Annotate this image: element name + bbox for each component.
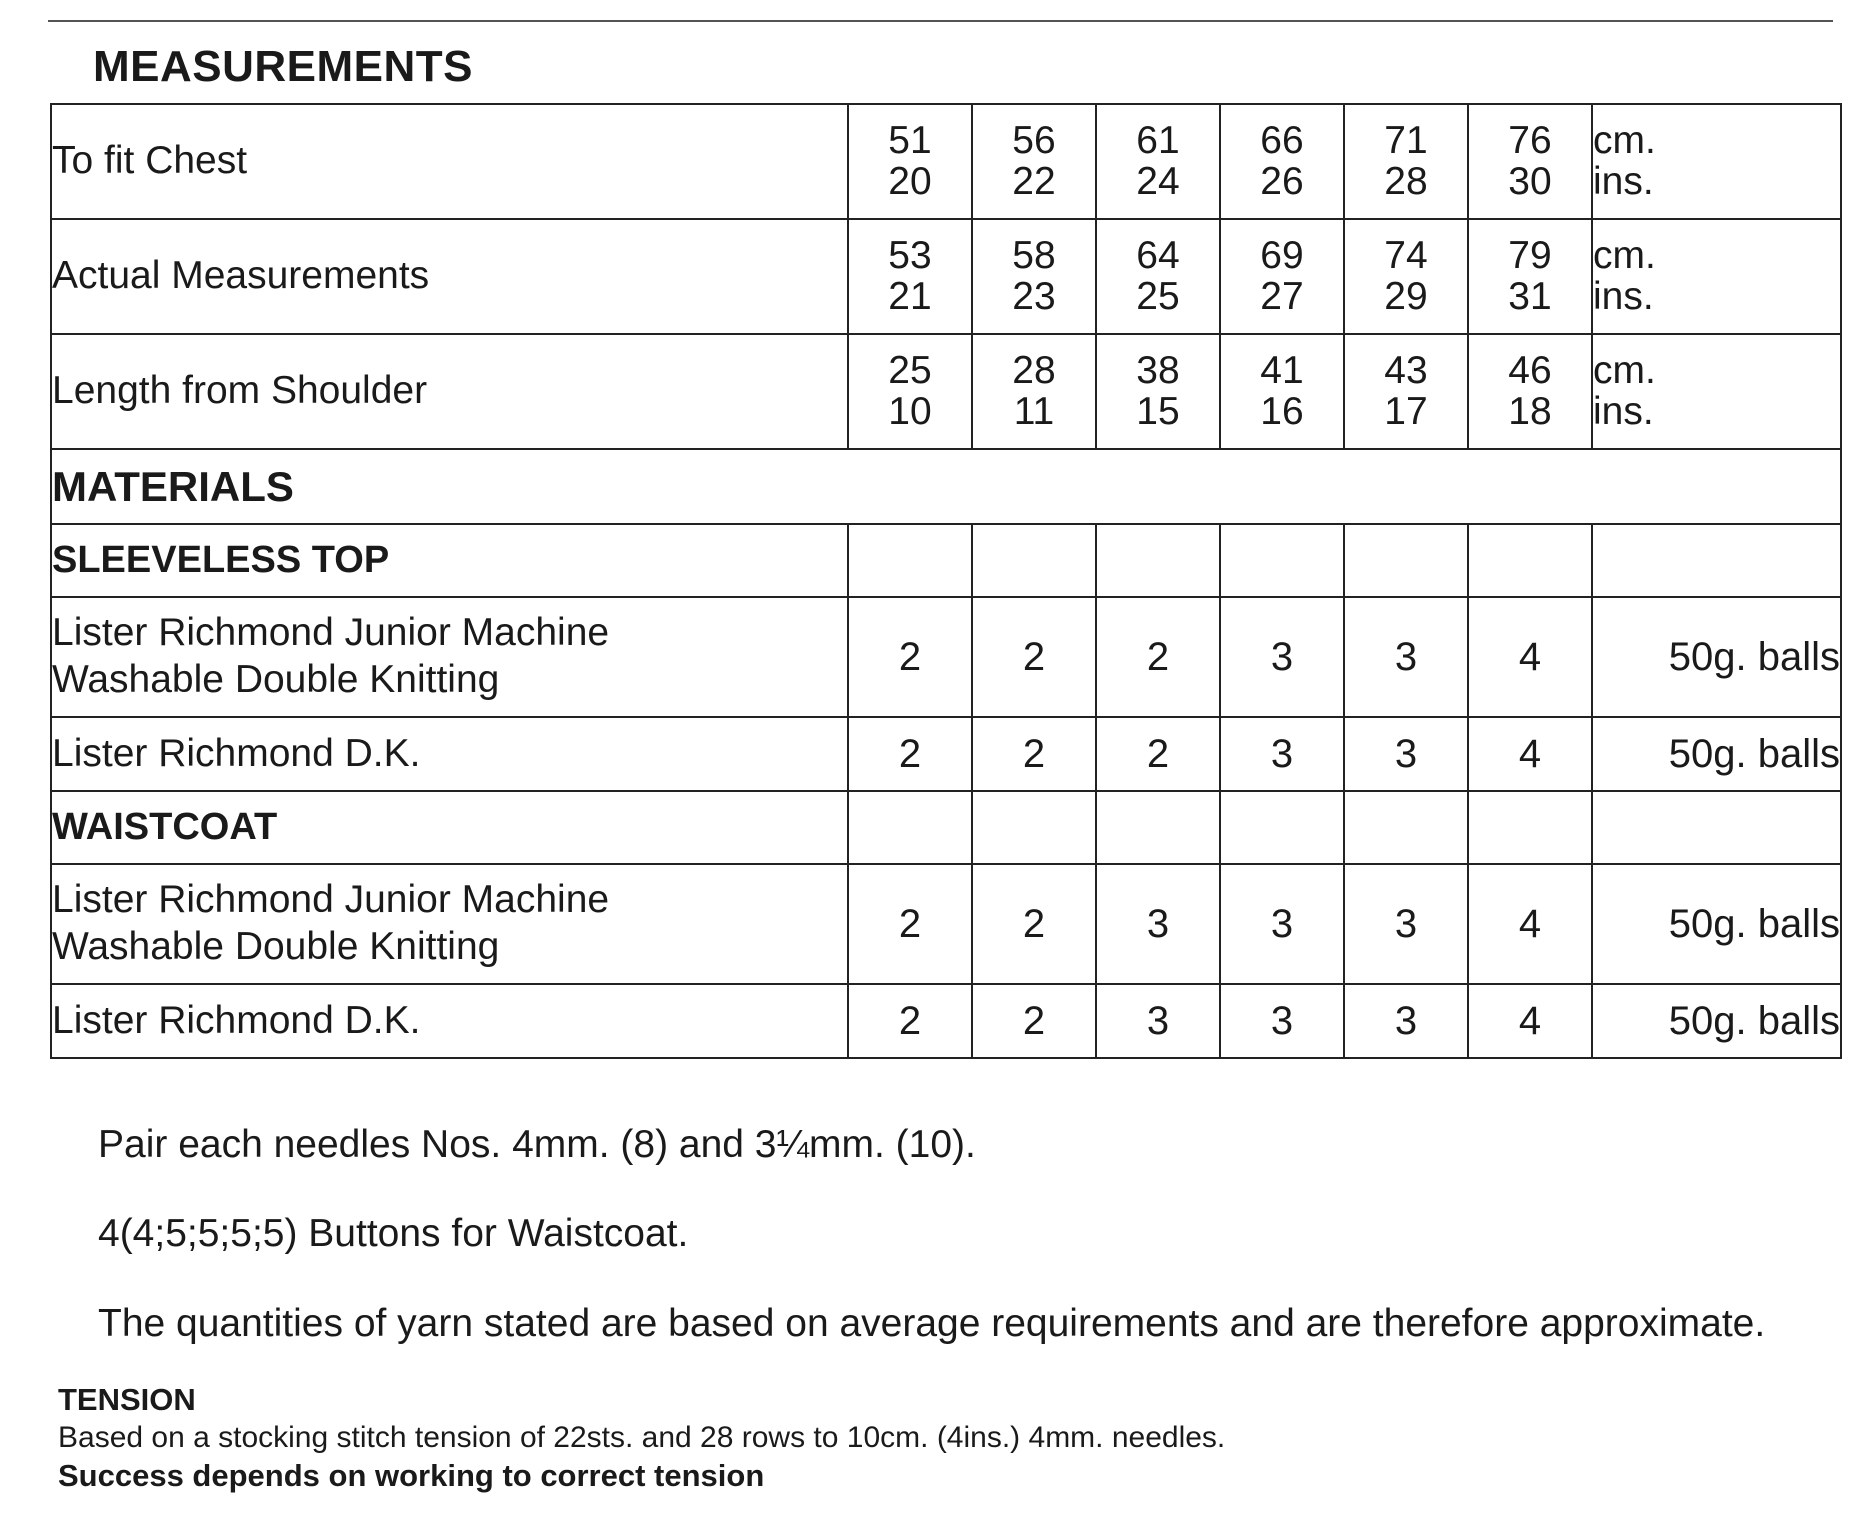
size-cell bbox=[848, 334, 972, 449]
qty-cell: 3 bbox=[1096, 864, 1220, 984]
size-cell bbox=[972, 334, 1096, 449]
tension-text: Based on a stocking stitch tension of 22sts. and 28 rows to 10cm. (4ins.) 4mm. needles. bbox=[58, 1421, 1226, 1454]
empty-cell bbox=[848, 791, 972, 864]
qty-cell: 2 bbox=[1096, 597, 1220, 717]
ins-value: 30 bbox=[1508, 159, 1552, 203]
size-cell bbox=[1468, 219, 1592, 334]
ins-value: 27 bbox=[1260, 274, 1304, 318]
qty-cell: 2 bbox=[848, 717, 972, 791]
cm-value: 53 bbox=[888, 233, 932, 277]
yarn-label: Lister Richmond D.K. bbox=[51, 984, 848, 1058]
section-title-row bbox=[51, 524, 1841, 597]
measurements-materials-table bbox=[50, 103, 1842, 1059]
cm-value: 76 bbox=[1508, 118, 1552, 162]
size-cell bbox=[972, 104, 1096, 219]
qty-cell: 3 bbox=[1220, 717, 1344, 791]
qty-cell: 2 bbox=[848, 864, 972, 984]
yarn-label-line2: Washable Double Knitting bbox=[52, 658, 500, 701]
qty-unit: 50g. balls bbox=[1592, 597, 1841, 717]
qty-cell: 3 bbox=[1220, 597, 1344, 717]
unit-ins: ins. bbox=[1593, 389, 1654, 433]
empty-cell bbox=[972, 791, 1096, 864]
qty-cell: 3 bbox=[1220, 864, 1344, 984]
unit-cm: cm. bbox=[1593, 233, 1656, 277]
qty-cell: 2 bbox=[972, 984, 1096, 1058]
section-title-row bbox=[51, 791, 1841, 864]
ins-value: 17 bbox=[1384, 389, 1428, 433]
unit-ins: ins. bbox=[1593, 159, 1654, 203]
cm-value: 28 bbox=[1012, 348, 1056, 392]
cm-value: 74 bbox=[1384, 233, 1428, 277]
empty-cell bbox=[1096, 791, 1220, 864]
empty-cell bbox=[1468, 791, 1592, 864]
unit-cell bbox=[1592, 219, 1841, 334]
top-rule bbox=[48, 20, 1833, 22]
qty-cell: 2 bbox=[1096, 717, 1220, 791]
measurement-row bbox=[51, 219, 1841, 334]
unit-cell bbox=[1592, 334, 1841, 449]
section-title: WAISTCOAT bbox=[51, 791, 848, 864]
measurements-heading: MEASUREMENTS bbox=[93, 42, 474, 91]
empty-cell bbox=[1592, 791, 1841, 864]
size-cell bbox=[1096, 104, 1220, 219]
size-cell bbox=[1220, 104, 1344, 219]
size-cell bbox=[1344, 104, 1468, 219]
qty-cell: 4 bbox=[1468, 984, 1592, 1058]
unit-cell bbox=[1592, 104, 1841, 219]
yarn-label: Lister Richmond D.K. bbox=[51, 717, 848, 791]
qty-cell: 3 bbox=[1344, 864, 1468, 984]
qty-unit: 50g. balls bbox=[1592, 984, 1841, 1058]
qty-unit: 50g. balls bbox=[1592, 717, 1841, 791]
size-cell bbox=[1096, 219, 1220, 334]
tension-block bbox=[58, 1381, 1225, 1495]
unit-cm: cm. bbox=[1593, 118, 1656, 162]
ins-value: 25 bbox=[1136, 274, 1180, 318]
qty-cell: 2 bbox=[848, 984, 972, 1058]
empty-cell bbox=[1096, 524, 1220, 597]
ins-value: 31 bbox=[1508, 274, 1552, 318]
size-cell bbox=[1096, 334, 1220, 449]
empty-cell bbox=[848, 524, 972, 597]
qty-cell: 3 bbox=[1344, 717, 1468, 791]
cm-value: 61 bbox=[1136, 118, 1180, 162]
measurement-row bbox=[51, 334, 1841, 449]
yarn-row bbox=[51, 717, 1841, 791]
yarn-row bbox=[51, 597, 1841, 717]
size-cell bbox=[972, 219, 1096, 334]
empty-cell bbox=[1344, 791, 1468, 864]
ins-value: 21 bbox=[888, 274, 932, 318]
size-cell bbox=[848, 219, 972, 334]
yarn-label bbox=[51, 864, 848, 984]
ins-value: 15 bbox=[1136, 389, 1180, 433]
qty-cell: 4 bbox=[1468, 717, 1592, 791]
cm-value: 25 bbox=[888, 348, 932, 392]
unit-ins: ins. bbox=[1593, 274, 1654, 318]
ins-value: 26 bbox=[1260, 159, 1304, 203]
empty-cell bbox=[972, 524, 1096, 597]
cm-value: 66 bbox=[1260, 118, 1304, 162]
ins-value: 10 bbox=[888, 389, 932, 433]
ins-value: 18 bbox=[1508, 389, 1552, 433]
ins-value: 11 bbox=[1013, 389, 1055, 433]
ins-value: 20 bbox=[888, 159, 932, 203]
buttons-note: 4(4;5;5;5;5) Buttons for Waistcoat. bbox=[98, 1212, 689, 1255]
section-title: SLEEVELESS TOP bbox=[51, 524, 848, 597]
qty-cell: 3 bbox=[1344, 597, 1468, 717]
qty-unit: 50g. balls bbox=[1592, 864, 1841, 984]
materials-heading-row bbox=[51, 449, 1841, 524]
yarn-row bbox=[51, 984, 1841, 1058]
qty-cell: 3 bbox=[1220, 984, 1344, 1058]
yarn-label-line1: Lister Richmond Junior Machine bbox=[52, 878, 610, 922]
qty-cell: 2 bbox=[848, 597, 972, 717]
ins-value: 24 bbox=[1136, 159, 1180, 203]
size-cell bbox=[1468, 334, 1592, 449]
empty-cell bbox=[1344, 524, 1468, 597]
row-label: Length from Shoulder bbox=[51, 334, 848, 449]
cm-value: 38 bbox=[1136, 348, 1180, 392]
row-label: Actual Measurements bbox=[51, 219, 848, 334]
tension-title: TENSION bbox=[58, 1382, 196, 1417]
yarn-label bbox=[51, 597, 848, 717]
yarn-label-line2: Washable Double Knitting bbox=[52, 925, 500, 968]
size-cell bbox=[1468, 104, 1592, 219]
tension-emphasis: Success depends on working to correct tension bbox=[58, 1458, 765, 1493]
cm-value: 79 bbox=[1508, 233, 1552, 277]
yarn-row bbox=[51, 864, 1841, 984]
qty-cell: 4 bbox=[1468, 597, 1592, 717]
empty-cell bbox=[1220, 791, 1344, 864]
cm-value: 64 bbox=[1136, 233, 1180, 277]
qty-cell: 3 bbox=[1344, 984, 1468, 1058]
cm-value: 56 bbox=[1012, 118, 1056, 162]
ins-value: 29 bbox=[1384, 274, 1428, 318]
empty-cell bbox=[1468, 524, 1592, 597]
size-cell bbox=[848, 104, 972, 219]
ins-value: 16 bbox=[1260, 389, 1304, 433]
cm-value: 51 bbox=[888, 118, 932, 162]
size-cell bbox=[1220, 219, 1344, 334]
qty-cell: 2 bbox=[972, 717, 1096, 791]
quantities-note: The quantities of yarn stated are based on average requirements and are therefore approximate. bbox=[98, 1302, 1766, 1345]
empty-cell bbox=[1220, 524, 1344, 597]
materials-heading: MATERIALS bbox=[51, 449, 1841, 524]
ins-value: 22 bbox=[1012, 159, 1056, 203]
qty-cell: 4 bbox=[1468, 864, 1592, 984]
empty-cell bbox=[1592, 524, 1841, 597]
qty-cell: 2 bbox=[972, 597, 1096, 717]
size-cell bbox=[1344, 219, 1468, 334]
row-label: To fit Chest bbox=[51, 104, 848, 219]
size-cell bbox=[1220, 334, 1344, 449]
measurement-row bbox=[51, 104, 1841, 219]
cm-value: 41 bbox=[1260, 348, 1304, 392]
size-cell bbox=[1344, 334, 1468, 449]
ins-value: 23 bbox=[1012, 274, 1056, 318]
cm-value: 46 bbox=[1508, 348, 1552, 392]
ins-value: 28 bbox=[1384, 159, 1428, 203]
cm-value: 69 bbox=[1260, 233, 1304, 277]
cm-value: 71 bbox=[1384, 118, 1428, 162]
yarn-label-line1: Lister Richmond Junior Machine bbox=[52, 611, 610, 655]
qty-cell: 2 bbox=[972, 864, 1096, 984]
cm-value: 58 bbox=[1012, 233, 1056, 277]
needles-note: Pair each needles Nos. 4mm. (8) and 3¼mm. (10). bbox=[98, 1123, 976, 1166]
qty-cell: 3 bbox=[1096, 984, 1220, 1058]
cm-value: 43 bbox=[1384, 348, 1428, 392]
unit-cm: cm. bbox=[1593, 348, 1656, 392]
